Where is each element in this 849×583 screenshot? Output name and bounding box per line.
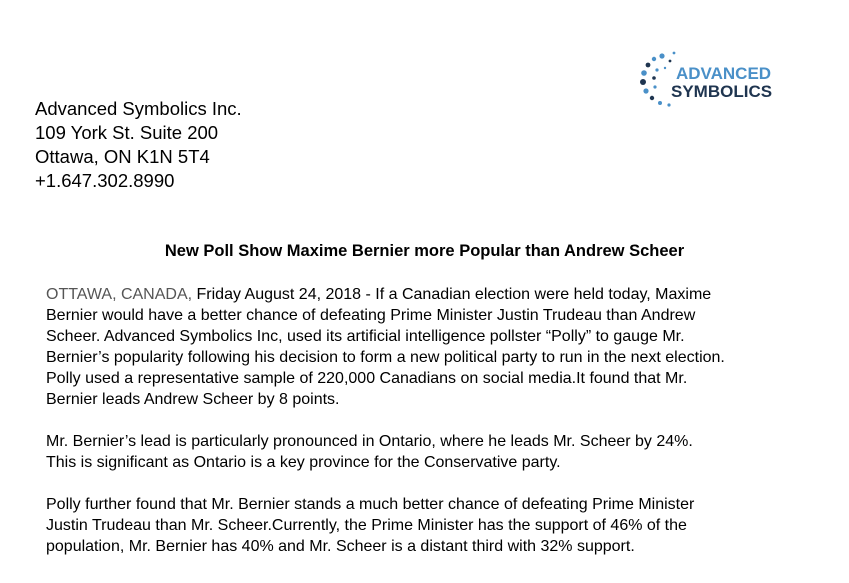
paragraph-2-line-1: Mr. Bernier’s lead is particularly pronounced in Ontario, where he leads Mr. Scheer by 24%.	[46, 433, 693, 450]
company-logo	[638, 48, 808, 110]
paragraph-1-line-3: Scheer. Advanced Symbolics Inc, used its artificial intelligence pollster “Polly” to gauge Mr.	[46, 328, 685, 345]
press-release-headline: New Poll Show Maxime Bernier more Popular than Andrew Scheer	[164, 242, 685, 260]
paragraph-2-line-2: This is significant as Ontario is a key province for the Conservative party.	[46, 454, 561, 471]
paragraph-1-line-1-text: Friday August 24, 2018 - If a Canadian election were held today, Maxime	[192, 286, 712, 303]
company-name: Advanced Symbolics Inc.	[35, 98, 242, 119]
address-block	[35, 97, 242, 193]
paragraph-1-line-4: Bernier’s popularity following his decision to form a new political party to run in the next election.	[46, 349, 725, 366]
paragraph-3-line-3: population, Mr. Bernier has 40% and Mr. Scheer is a distant third with 32% support.	[46, 538, 635, 555]
logo-line1: ADVANCED	[676, 64, 772, 83]
paragraph-3-line-2: Justin Trudeau than Mr. Scheer.Currently, the Prime Minister has the support of 46% of the	[46, 517, 687, 534]
paragraph-3-line-1: Polly further found that Mr. Bernier stands a much better chance of defeating Prime Minister	[46, 496, 695, 513]
press-release-body	[46, 284, 836, 578]
phone-number: +1.647.302.8990	[35, 170, 175, 191]
paragraph-1-line-2: Bernier would have a better chance of defeating Prime Minister Justin Trudeau than Andrew	[46, 307, 696, 324]
paragraph-1-line-1	[46, 284, 836, 305]
logo-line2: SYMBOLICS	[671, 82, 773, 101]
paragraph-2	[46, 431, 836, 473]
dateline: OTTAWA, CANADA,	[46, 286, 193, 303]
logo-graphic	[638, 48, 808, 110]
paragraph-1	[46, 284, 836, 410]
city-postal: Ottawa, ON K1N 5T4	[35, 146, 210, 167]
paragraph-1-line-6: Bernier leads Andrew Scheer by 8 points.	[46, 391, 340, 408]
paragraph-1-line-5: Polly used a representative sample of 220,000 Canadians on social media.It found that Mr.	[46, 370, 688, 387]
street-address: 109 York St. Suite 200	[35, 122, 219, 143]
paragraph-3	[46, 494, 836, 557]
